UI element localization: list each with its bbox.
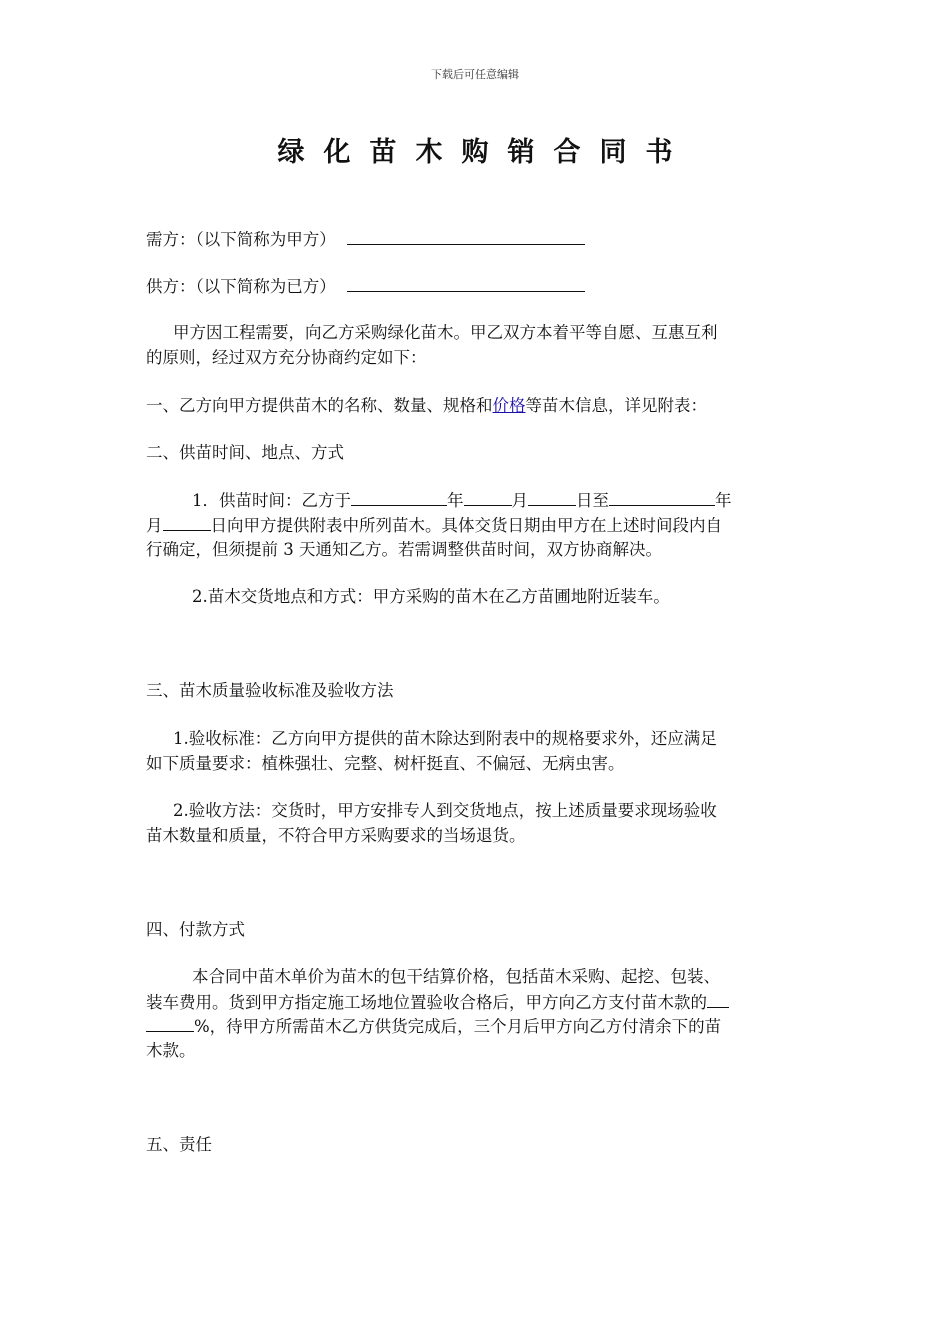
s4-p1-line-1: 本合同中苗木单价为苗木的包干结算价格，包括苗木采购、起挖、包装、 bbox=[192, 967, 720, 986]
month-label-2: 月 bbox=[146, 516, 163, 535]
party-a-line bbox=[146, 226, 816, 252]
party-b-blank bbox=[347, 273, 585, 292]
s3-p2-line-2: 苗木数量和质量，不符合甲方采购要求的当场退货。 bbox=[146, 826, 526, 845]
s2-p1-text-b: 日向甲方提供附表中所列苗木。具体交货日期由甲方在上述时间段内自 bbox=[210, 516, 722, 535]
document-title: 绿化苗木购销合同书 bbox=[277, 137, 692, 168]
page-header: 下载后可任意编辑 bbox=[431, 68, 519, 81]
price-link[interactable]: 价格 bbox=[492, 396, 526, 415]
year-label-2: 年 bbox=[715, 491, 732, 510]
month-label-1: 月 bbox=[511, 491, 528, 510]
intro-line-1: 甲方因工程需要，向乙方采购绿化苗木。甲乙双方本着平等自愿、互惠互利 bbox=[173, 323, 718, 342]
s4-p1-line-4: 木款。 bbox=[146, 1041, 196, 1060]
section-1 bbox=[146, 393, 816, 418]
s2-p1-line-2 bbox=[146, 512, 816, 538]
year-label-1: 年 bbox=[447, 491, 464, 510]
s2-p1-text: 1．供苗时间：乙方于 bbox=[192, 491, 351, 510]
intro-line-2: 的原则，经过双方充分协商约定如下： bbox=[146, 348, 427, 367]
s3-p2-line-1: 2.验收方法：交货时，甲方安排专人到交货地点，按上述质量要求现场验收 bbox=[173, 801, 717, 820]
year-blank-2 bbox=[609, 487, 715, 506]
party-b-line bbox=[146, 273, 816, 299]
day-blank-2 bbox=[163, 512, 211, 531]
party-a-label: 需方：（以下简称为甲方） bbox=[146, 230, 336, 249]
party-b-label: 供方：（以下简称为已方） bbox=[146, 277, 336, 296]
section-5-heading: 五、责任 bbox=[146, 1135, 212, 1154]
s3-p1-line-2: 如下质量要求：植株强壮、完整、树杆挺直、不偏冠、无病虫害。 bbox=[146, 754, 625, 773]
s4-p1-text-b: 装车费用。货到甲方指定施工场地位置验收合格后，甲方向乙方支付苗木款的 bbox=[146, 993, 707, 1012]
day-blank-1 bbox=[528, 487, 576, 506]
section-1-text-b: 等苗木信息，详见附表： bbox=[525, 396, 707, 415]
section-3-heading: 三、苗木质量验收标准及验收方法 bbox=[146, 681, 394, 700]
s2-p1-line-3: 行确定，但须提前 3 天通知乙方。若需调整供苗时间，双方协商解决。 bbox=[146, 540, 662, 559]
s4-p1-text-c: %，待甲方所需苗木乙方供货完成后，三个月后甲方向乙方付清余下的苗 bbox=[194, 1017, 722, 1036]
percent-blank-b bbox=[146, 1013, 194, 1032]
s4-p1-line-3 bbox=[146, 1013, 816, 1039]
s4-p1-line-2 bbox=[146, 989, 816, 1015]
percent-blank-a bbox=[707, 989, 729, 1008]
s3-p1-line-1: 1.验收标准：乙方向甲方提供的苗木除达到附表中的规格要求外，还应满足 bbox=[173, 729, 717, 748]
s2-p2: 2.苗木交货地点和方式：甲方采购的苗木在乙方苗圃地附近装车。 bbox=[192, 587, 670, 606]
section-4-heading: 四、付款方式 bbox=[146, 920, 245, 939]
month-blank-1 bbox=[464, 487, 512, 506]
year-blank-1 bbox=[351, 487, 447, 506]
day-to-label: 日至 bbox=[576, 491, 609, 510]
section-1-text-a: 一、乙方向甲方提供苗木的名称、数量、规格和 bbox=[146, 396, 493, 415]
s2-p1-line-1 bbox=[146, 487, 816, 513]
section-2-heading: 二、供苗时间、地点、方式 bbox=[146, 443, 344, 462]
party-a-blank bbox=[347, 226, 585, 245]
